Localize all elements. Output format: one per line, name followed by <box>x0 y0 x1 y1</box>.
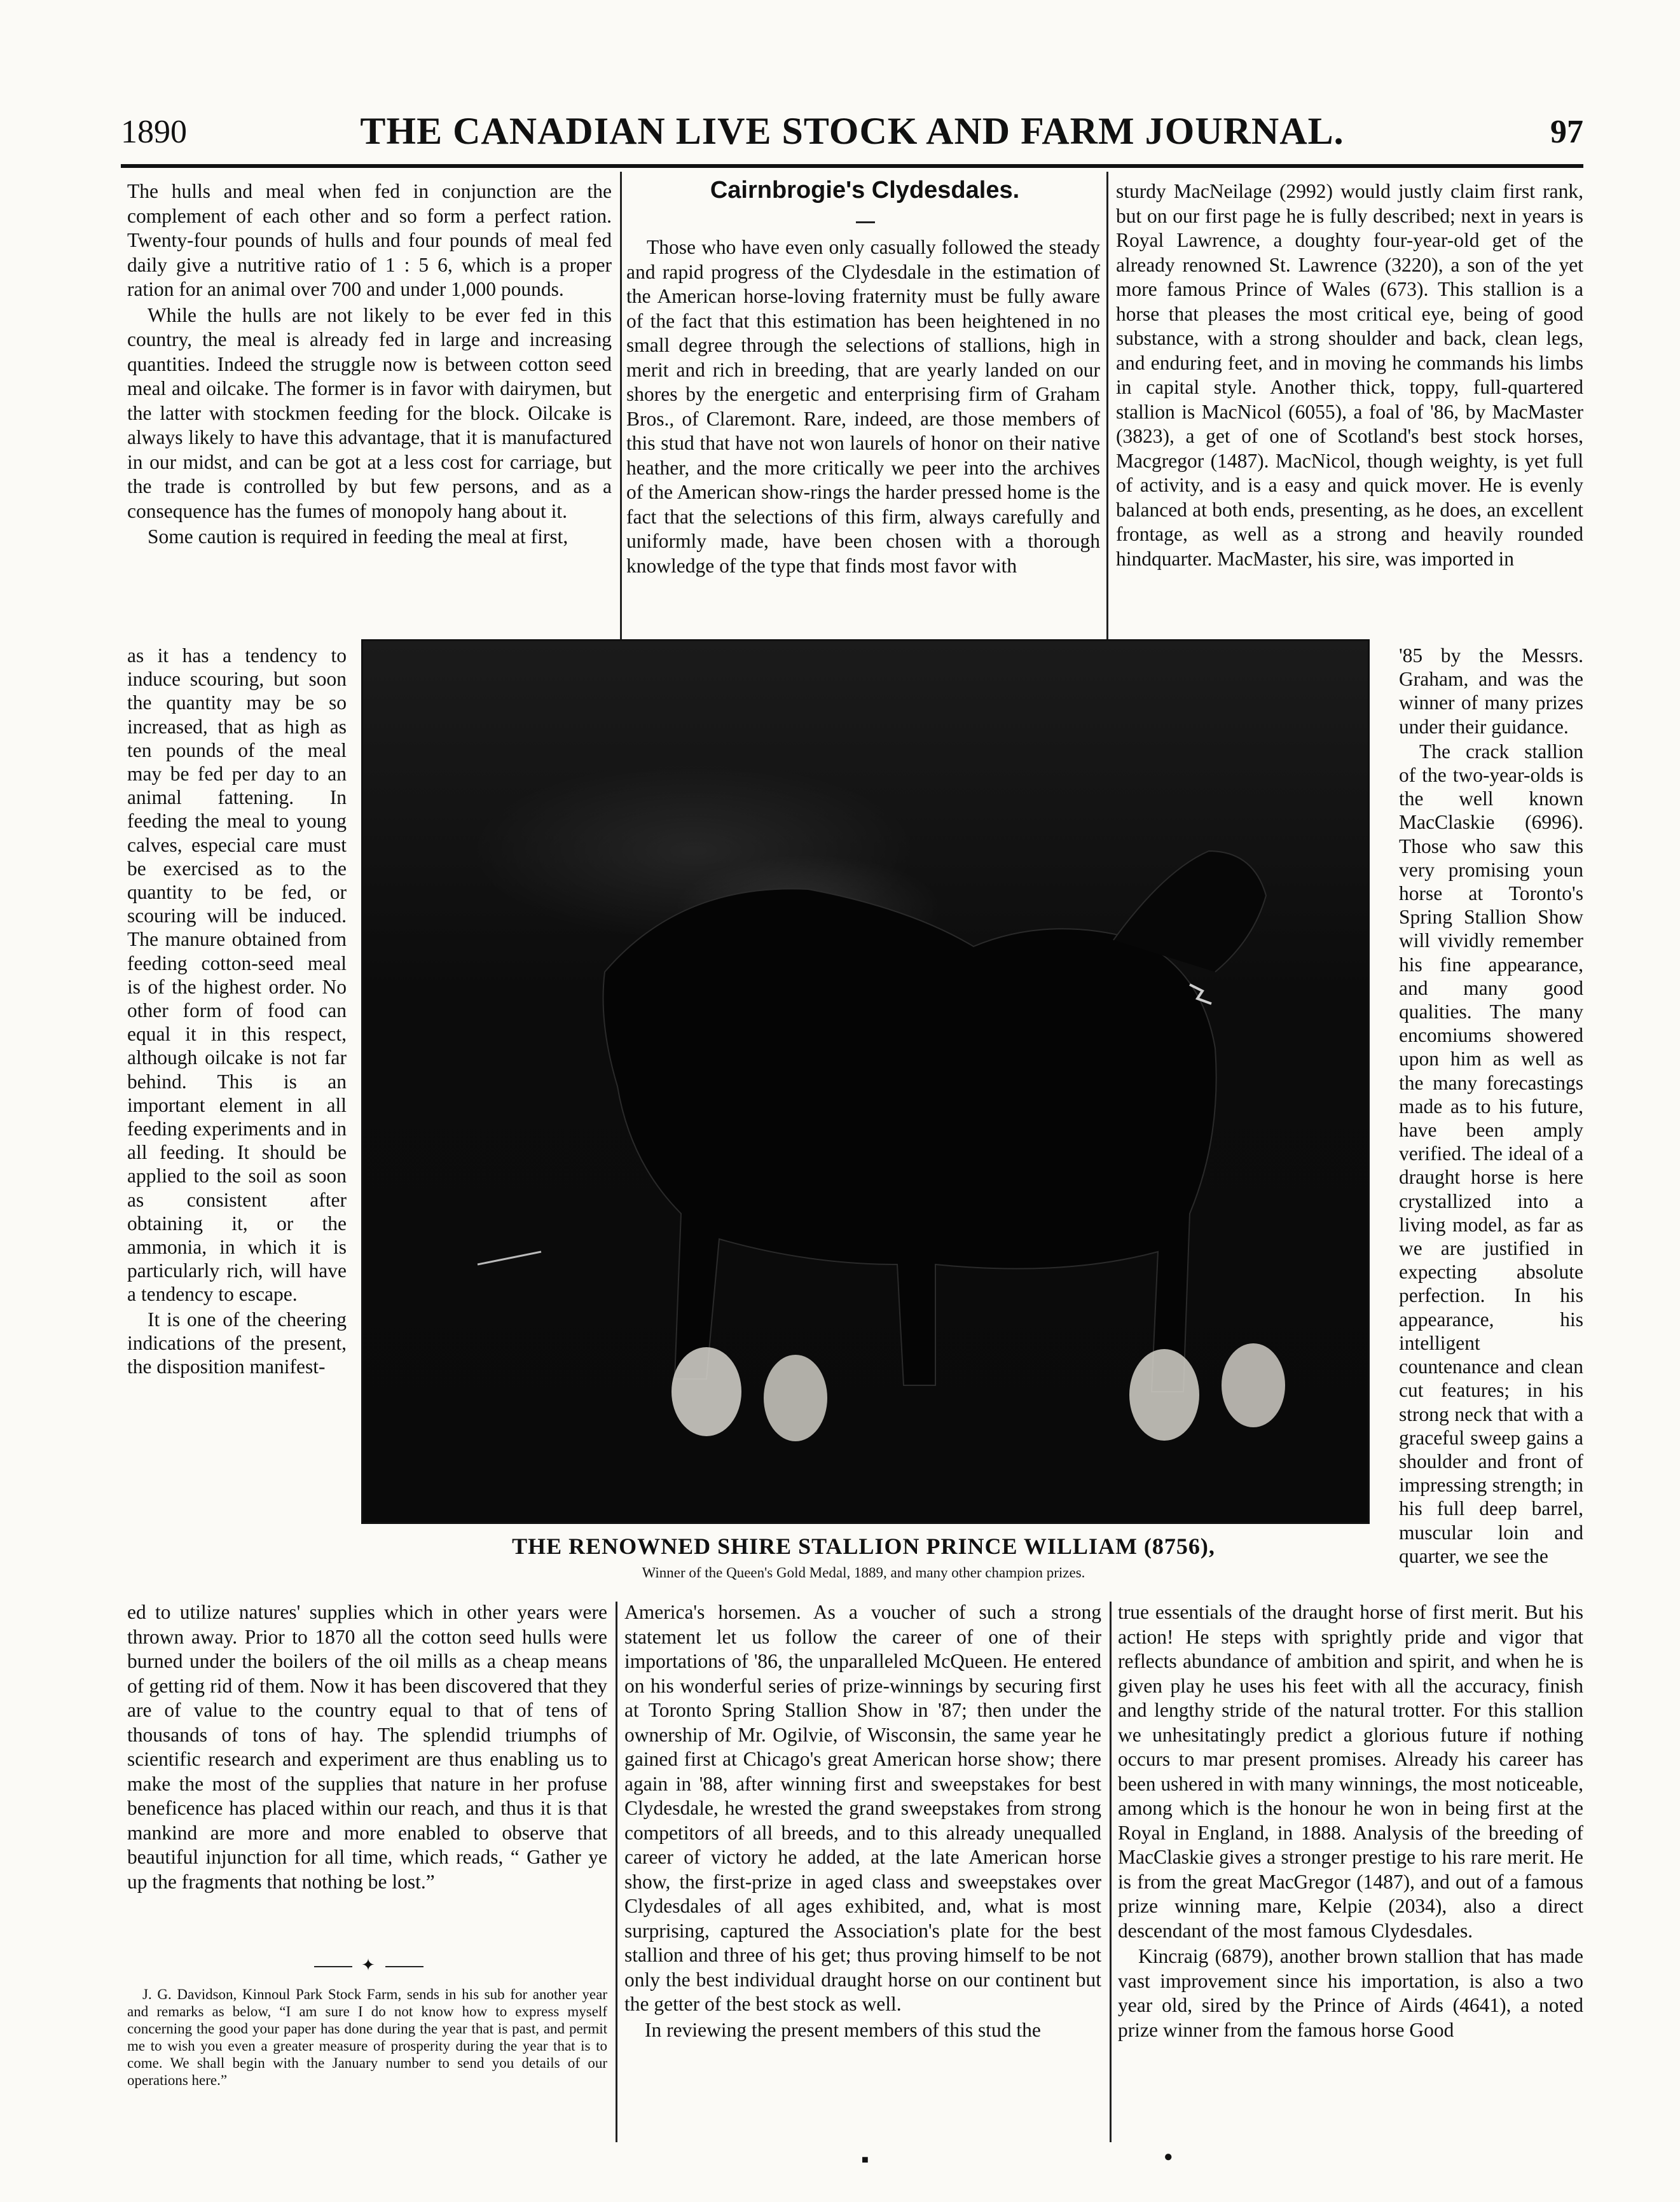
paragraph: Kincraig (6879), another brown stallion that has made vast improvement since his importation, is also a two year old, sired by the Prince of Airds (4641), a noted prize winner from the famous horse Good <box>1118 1945 1583 2041</box>
engraving-art <box>363 641 1368 1522</box>
paragraph: sturdy MacNeilage (2992) would justly claim first rank, but on our first page he is fully described; next in years is Royal Lawrence, a doughty four-year-old get of the already renowned St. Lawrence (3220), a son of the yet more famous Prince of Wales (673). This stallion is a horse that pleases the most critical eye, being of good substance, with a strong shoulder and back, clean legs, and enduring feet, and in moving he commands his limbs in capital style. Another thick, toppy, full-quartered stallion is MacNicol (6055), a foal of '86, by MacMaster (3823), a get of one of Scotland's best stock horses, Macgregor (1487). MacNicol, though weighty, is yet full of activity, and is a easy and quick mover. He is evenly balanced at both ends, presenting, as he does, an excellent frontage, as well as a strong and heavily rounded hindquarter. MacMaster, his sire, was imported in <box>1116 180 1583 570</box>
horse-silhouette <box>603 889 1216 1392</box>
left-column-top-text <box>127 179 612 641</box>
paragraph: While the hulls are not likely to be ever fed in this country, the meal is already fed in large and increasing quantities. Indeed the struggle now is between cotton seed meal and oilcake. The former is in favor with dairymen, but the latter with stockmen feeding for the block. Oilcake is always likely to have this advantage, that it is manufactured in our midst, and can be got at a less cost for carriage, but the trade is controlled by but few persons, and as a consequence has the fumes of monopoly hang about it. <box>127 303 612 522</box>
title-dash <box>856 221 875 223</box>
middle-column-top-text <box>626 235 1100 642</box>
journal-title: THE CANADIAN LIVE STOCK AND FARM JOURNAL. <box>360 110 1344 152</box>
caption-title: THE RENOWNED SHIRE STALLION PRINCE WILLIAM (8756), <box>512 1534 1215 1559</box>
paragraph: The crack stallion of the two-year-olds is the well known MacClaskie (6996). Those who saw this very promising youn horse at Toronto's Spring Stallion Show will vividly remember his fine appearance, and many good qualities. The many encomiums showered upon him as well as the many forecastings made as to his future, have been amply verified. The ideal of a draught horse is here crystallized into a living model, as far as we are justified in expecting absolute perfection. In his appearance, his intelligent countenance and clean cut features; in his strong neck that with a graceful sweep gains a shoulder and front of impressing strength; in his full deep barrel, muscular loin and quarter, we see the <box>1399 740 1583 1567</box>
page-number: 97 <box>1550 114 1583 150</box>
page-year: 1890 <box>121 114 187 150</box>
hoof-feather-4 <box>1222 1343 1285 1427</box>
column-rule-lower-right <box>1110 1602 1112 2142</box>
reader-letter <box>127 1986 607 2126</box>
illustration-caption <box>361 1533 1366 1596</box>
paragraph: '85 by the Messrs. Graham, and was the winner of many prizes under their guidance. <box>1399 644 1583 738</box>
paragraph: America's horsemen. As a voucher of such a strong statement let us follow the career of one of their importations of '86, the unparalleled McQueen. He entered on his wonderful series of prize-winnings by securing first at Toronto Spring Stallion Show in '87; then under the ownership of Mr. Ogilvie, of Wisconsin, the same year he gained first at Chicago's great American horse show; there again in '88, after winning first and sweepstakes for best Clydesdale, he wrested the grand sweepstakes from strong competitors of all breeds, and to this already unequalled career of victory he added, at the late American horse show, the first-prize in aged class and sweepstakes over Clydesdales of all ages exhibited, and, what is most surprising, captured the Association's plate for the best stallion and three of his get; thus proving himself to be not only the best individual draught horse on our continent but the getter of the best stock as well. <box>624 1601 1101 2015</box>
letter-text: J. G. Davidson, Kinnoul Park Stock Farm, sends in his sub for another year and remarks as below, “I am sure I do not know how to express myself concerning the good your paper has done during the year that is past, and permit me to wish you even a greater measure of prosperity during the year that is to come. We shall begin with the January number to send you details of our operations here.” <box>127 1986 607 2088</box>
ornament-glyph: ✦ <box>361 1956 376 1974</box>
paragraph: ed to utilize natures' supplies which in other years were thrown away. Prior to 1870 all the cotton seed hulls were burned under the boilers of the oil mills as a cheap means of getting rid of them. Now it has been discovered that they are of value to the country equal to that of tens of thousands of tons of hay. The splendid triumphs of scientific research and experiment are thus enabling us to make the most of the supplies that nature in her profuse beneficence has placed within our reach, and thus it is that mankind are more and more enabled to observe that beautiful injunction for all time, which reads, “ Gather ye up the fragments that nothing be lost.” <box>127 1601 607 1893</box>
footer-mark-left: ■ <box>862 2153 869 2166</box>
right-column-bottom-text <box>1118 1600 1583 2141</box>
middle-column-bottom-text <box>624 1600 1101 2141</box>
left-column-bottom-text <box>127 1600 607 1947</box>
column-rule-upper-right <box>1106 172 1108 642</box>
section-ornament <box>267 1956 471 1975</box>
column-rule-lower-left <box>616 1602 617 2142</box>
hoof-feather-2 <box>764 1355 827 1441</box>
footer-mark-right: ● <box>1164 2149 1173 2165</box>
right-column-narrow-text <box>1399 644 1583 1599</box>
paragraph: It is one of the cheering indications of the present, the disposition manifest- <box>127 1308 347 1378</box>
right-column-top-text <box>1116 179 1583 642</box>
paragraph: true essentials of the draught horse of first merit. But his action! He steps with sprightly pride and vigor that reflects abundance of ambition and spirit, and when he is given play he uses his feet with all the accuracy, finish and lengthy stride of the natural trotter. For this stallion we unhesitatingly predict a glorious future if nothing occurs to mar present promises. Already his career has been ushered in with many winnings, the most noticeable, among which is the honour he won in being first at the Royal in England, in 1888. Analysis of the breeding of MacClaskie gives a stronger prestige to his rare merit. He is from the great MacGregor (1487), and out of a famous prize winning mare, Kelpie (2034), also a direct descendant of the most famous Clydesdales. <box>1118 1601 1583 1942</box>
hoof-feather-1 <box>671 1347 741 1436</box>
paragraph: as it has a tendency to induce scouring, but soon the quantity may be so increased, that as high as ten pounds of the meal may be fed per day to an animal fattening. In feeding the meal to young calves, especial care must be exercised as to the quantity to be fed, or scouring will be induced. The manure obtained from feeding cotton-seed meal is of the highest order. No other form of food can equal it in this respect, although oilcake is not far behind. This is an important element in all feeding experiments and in all feeding. It should be applied to the soil as soon as consistent after obtaining it, or the ammonia, in which it is particularly rich, will have a tendency to escape. <box>127 644 347 1306</box>
hoof-feather-3 <box>1129 1349 1199 1441</box>
column-rule-upper-left <box>620 172 622 642</box>
left-column-narrow-text <box>127 644 347 1599</box>
paragraph: The hulls and meal when fed in conjunction are the complement of each other and so form a perfect ration. Twenty-four pounds of hulls and four pounds of meal fed daily give a nutritive ratio of 1 : 5 6, which is a proper ration for an animal over 700 and under 1,000 pounds. <box>127 180 612 300</box>
paragraph: Those who have even only casually followed the steady and rapid progress of the Clydesdale in the estimation of the American horse-loving fraternity must be fully aware of the fact that this estimation has been heightened in no small degree through the selections of stallions, high in merit and rich in breeding, that are yearly landed on our shores by the energetic and enterprising firm of Graham Bros., of Claremont. Rare, indeed, are those members of this stud that have not won laurels of honor on their native heather, and the more critically we peer into the archives of the American show-rings the harder pressed home is the fact that the selections of this firm, always carefully and uniformly made, have been chosen with a thorough knowledge of the type that finds most favor with <box>626 236 1100 577</box>
paragraph: In reviewing the present members of this stud the <box>645 2018 1041 2041</box>
paragraph: Some caution is required in feeding the meal at first, <box>148 525 568 548</box>
caption-subtitle: Winner of the Queen's Gold Medal, 1889, and many other champion prizes. <box>642 1565 1085 1581</box>
article-title: Cairnbrogie's Clydesdales. <box>710 177 1020 204</box>
header-rule <box>121 164 1583 168</box>
masthead <box>121 110 1583 164</box>
stallion-engraving <box>361 639 1370 1524</box>
engraving-highlight <box>478 1252 541 1264</box>
